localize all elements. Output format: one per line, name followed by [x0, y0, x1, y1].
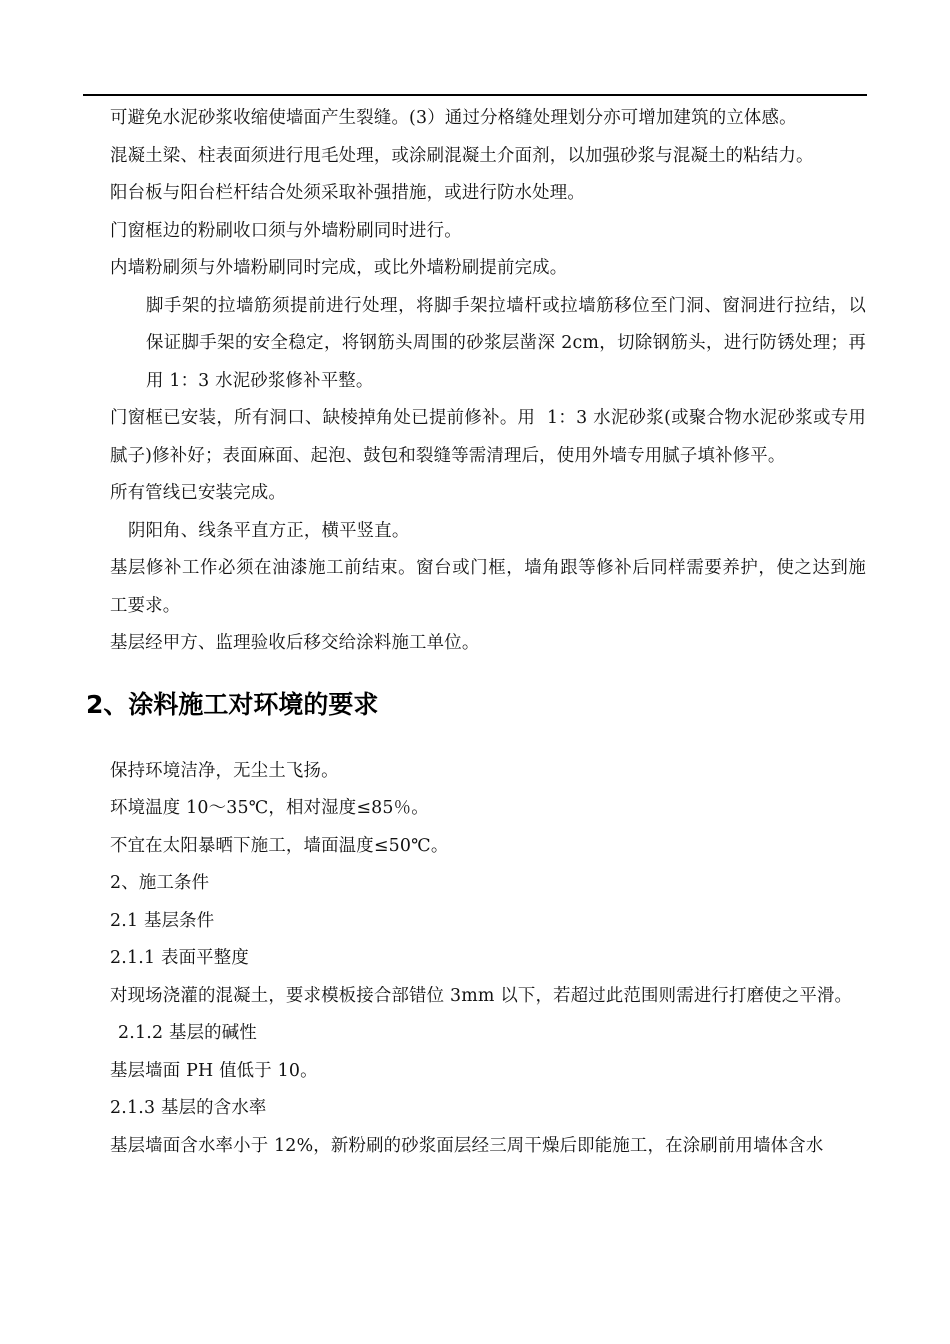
paragraph: 可避免水泥砂浆收缩使墙面产生裂缝。(3）通过分格缝处理划分亦可增加建筑的立体感。: [110, 108, 797, 128]
subsection-heading: 2.1.1 表面平整度: [110, 948, 249, 968]
ph-paragraph: 基层墙面 PH 值低于 10。: [110, 1060, 318, 1081]
moisture-paragraph: 基层墙面含水率小于 12%，新粉刷的砂浆面层经三周干燥后即能施工，在涂刷前用墙体含水: [110, 1135, 824, 1156]
paragraph: 门窗框边的粉刷收口须与外墙粉刷同时进行。: [110, 220, 462, 241]
subsection-heading: 2.1.3 基层的含水率: [110, 1098, 267, 1118]
header-rule: [83, 94, 867, 96]
document-body: [86, 100, 866, 1165]
repair-paragraph: 基层修补工作必须在油漆施工前结束。窗台或门框，墙角跟等修补后同样需要养护，使之达到施工要求。: [110, 558, 866, 616]
env-paragraph: 不宜在太阳暴晒下施工，墙面温度≤50℃。: [110, 835, 449, 856]
paragraph: 混凝土梁、柱表面须进行甩毛处理，或涂刷混凝土介面剂，以加强砂浆与混凝土的粘结力。: [110, 145, 814, 166]
env-paragraph: 环境温度 10～35℃，相对湿度≤85％。: [110, 798, 429, 818]
corners-paragraph: 阴阳角、线条平直方正，横平竖直。: [128, 520, 410, 541]
subsection-heading: 2、施工条件: [110, 873, 210, 893]
paragraph: 内墙粉刷须与外墙粉刷同时完成，或比外墙粉刷提前完成。: [110, 258, 568, 278]
subsection-heading: 2.1.2 基层的碱性: [118, 1023, 257, 1043]
subsection-heading: 2.1 基层条件: [110, 910, 215, 931]
formwork-paragraph: 对现场浇灌的混凝土，要求模板接合部错位 3mm 以下，若超过此范围则需进行打磨使之平滑。: [110, 985, 853, 1006]
section-heading: 2、涂料施工对环境的要求: [86, 689, 379, 719]
paragraph: 阳台板与阳台栏杆结合处须采取补强措施，或进行防水处理。: [110, 183, 585, 203]
pipes-paragraph: 所有管线已安装完成。: [110, 483, 286, 503]
handover-paragraph: 基层经甲方、监理验收后移交给涂料施工单位。: [110, 633, 480, 653]
frame-paragraph: 门窗框已安装，所有洞口、缺棱掉角处已提前修补。用 1：3 水泥砂浆(或聚合物水泥砂浆或专用腻子)修补好；表面麻面、起泡、鼓包和裂缝等需清理后，使用外墙专用腻子填补修平。: [110, 408, 866, 466]
scaffold-paragraph: 脚手架的拉墙筋须提前进行处理，将脚手架拉墙杆或拉墙筋移位至门洞、窗洞进行拉结，以保证脚手架的安全稳定，将钢筋头周围的砂浆层凿深 2cm，切除钢筋头，进行防锈处理；再用 1：3 水泥砂浆修补平整。: [146, 295, 866, 391]
env-paragraph: 保持环境洁净，无尘土飞扬。: [110, 760, 339, 781]
